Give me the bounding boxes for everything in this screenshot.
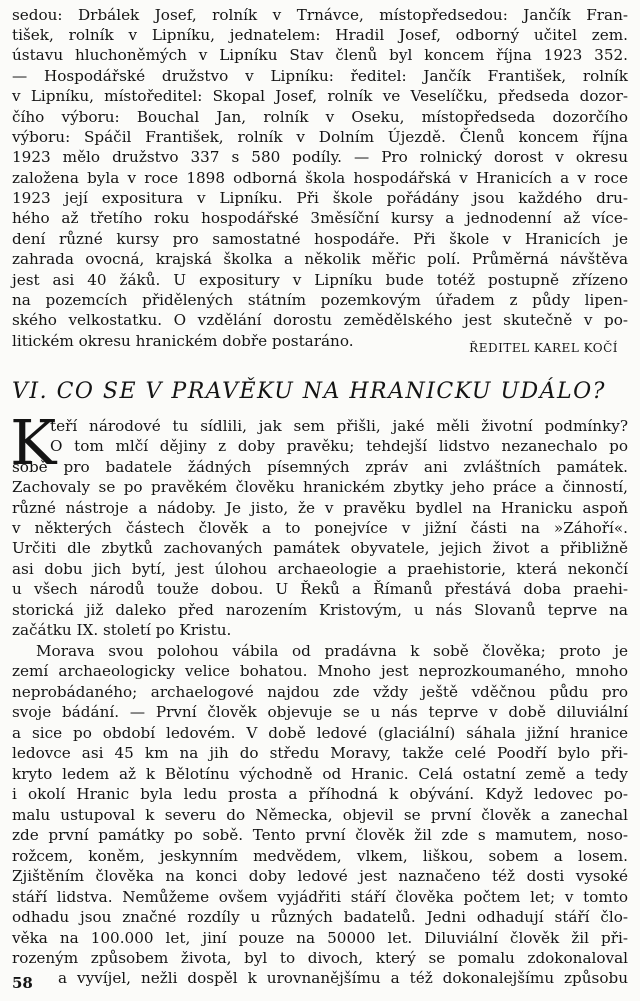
text-line: u všech národů touže dobou. U Řeků a Římanů přestává doba praehi- (12, 580, 628, 598)
text-line: založena byla v roce 1898 odborná škola hospodářská v Hranicích a v roce (12, 169, 628, 187)
text-line: sedou: Drbálek Josef, rolník v Trnávce, místopředsedou: Jančík Fran- (12, 6, 628, 24)
text-line: sobě pro badatele žádných písemných zpráv ani zvláštních památek. (12, 458, 628, 476)
text-line: svoje bádání. — První člověk objevuje se u nás teprve v době diluviální (12, 703, 628, 721)
text-line: čího výboru: Bouchal Jan, rolník v Oseku, místopředseda dozorčího (12, 108, 628, 126)
text-line: malu ustupoval k severu do Německa, objevil se první člověk a zanechal (12, 806, 628, 824)
drop-cap: K (10, 406, 57, 479)
text-line: — Hospodářské družstvo v Lipníku: ředitel: Jančík František, rolník (12, 67, 628, 85)
text-line: i okolí Hranic byla ledu prosta a příhodná k obývání. Když ledovec po- (12, 785, 628, 803)
text-line: ledovce asi 45 km na jih do středu Moravy, takže celé Poodří bylo při- (12, 744, 628, 762)
text-line: Určiti dle zbytků zachovaných památek obyvatele, jejich život a přibližně (12, 539, 628, 557)
text-line: asi dobu jich bytí, jest úlohou archaeologie a praehistorie, která nekončí (12, 560, 628, 578)
page-number: 58 (12, 974, 33, 992)
text-line: začátku IX. století po Kristu. (12, 621, 232, 639)
text-line: Zjištěním člověka na konci doby ledové jest naznačeno též dosti vysoké (12, 867, 628, 885)
text-line: a vyvíjel, nežli dospěl k urovnanějšímu a též dokonalejšímu způsobu (58, 969, 628, 987)
text-line: stáří lidstva. Nemůžeme ovšem vyjádřiti stáří člověka počtem let; v tomto (12, 888, 628, 906)
text-line: zahrada ovocná, krajská školka a několik měřic polí. Průměrná návštěva (12, 250, 628, 268)
text-line: odhadu jsou značné rozdíly u různých badatelů. Jedni odhadují stáří člo- (12, 908, 628, 926)
text-line: na pozemcích přidělených státním pozemkovým úřadem z půdy lipen- (12, 291, 628, 309)
text-line: kryto ledem až k Bělotínu východně od Hranic. Celá ostatní země a tedy (12, 765, 628, 783)
text-line: zde první památky po sobě. Tento první člověk žil zde s mamutem, noso- (12, 826, 628, 844)
text-line: věka na 100.000 let, jiní pouze na 50000 let. Diluviální člověk žil při- (12, 929, 628, 947)
text-line: v Lipníku, místoředitel: Skopal Josef, rolník ve Veselíčku, předseda dozor- (12, 87, 628, 105)
text-line: zemí archaeologicky velice bohatou. Mnoho jest neprozkoumaného, mnoho (12, 662, 628, 680)
text-line: Morava svou polohou vábila od pradávna k sobě člověka; proto je (36, 642, 628, 660)
text-line: tišek, rolník v Lipníku, jednatelem: Hradil Josef, odborný učitel zem. (12, 26, 628, 44)
text-line: 1923 její expositura v Lipníku. Při škole pořádány jsou každého dru- (12, 189, 628, 207)
text-line: různé nástroje a nádoby. Je jisto, že v pravěku bydlel na Hranicku aspoň (12, 499, 628, 517)
text-line: v některých částech člověk a to ponejvíce v jižní části na »Záhoří«. (12, 519, 628, 537)
text-line: storická již daleko před narozením Kristovým, u nás Slovanů teprve na (12, 601, 628, 619)
text-line: litickém okresu hranickém dobře postaráno. (12, 332, 354, 350)
author-signature: ŘEDITEL KAREL KOČÍ (469, 341, 618, 355)
text-line: hého až třetího roku hospodářské 3měsíční kursy a jednodenní až více- (12, 209, 628, 227)
section-heading: VI. CO SE V PRAVĚKU NA HRANICKU UDÁLO? (12, 379, 606, 404)
text-line: neprobádaného; archaelogové najdou zde vždy ještě vděčnou půdu pro (12, 683, 628, 701)
text-line: a sice po období ledovém. V době ledové (glaciální) sáhala jižní hranice (12, 724, 628, 742)
text-line: rožcem, koněm, jeskynním medvědem, vlkem, liškou, sobem a losem. (12, 847, 628, 865)
text-line: Zachovaly se po pravěkém člověku hranickém zbytky jeho práce a činností, (12, 478, 628, 496)
text-line: jest asi 40 žáků. U expositury v Lipníku bude totéž postupně zřízeno (12, 271, 628, 289)
text-line: výboru: Spáčil František, rolník v Dolním Újezdě. Členů koncem října (12, 128, 628, 146)
text-line: 1923 mělo družstvo 337 s 580 podíly. — Pro rolnický dorost v okresu (12, 148, 628, 166)
text-line: teří národové tu sídlili, jak sem přišli, jaké měli životní podmínky? (50, 417, 628, 435)
text-line: rozeným způsobem života, byl to divoch, který se pomalu zdokonaloval (12, 949, 628, 967)
text-line: ústavu hluchoněmých v Lipníku Stav členů byl koncem října 1923 352. (12, 46, 628, 64)
text-line: ského velkostatku. O vzdělání dorostu zemědělského jest skutečně v po- (12, 311, 628, 329)
text-line: dení různé kursy pro samostatné hospodáře. Při škole v Hranicích je (12, 230, 628, 248)
text-line: O tom mlčí dějiny z doby pravěku; tehdejší lidstvo nezanechalo po (50, 437, 628, 455)
